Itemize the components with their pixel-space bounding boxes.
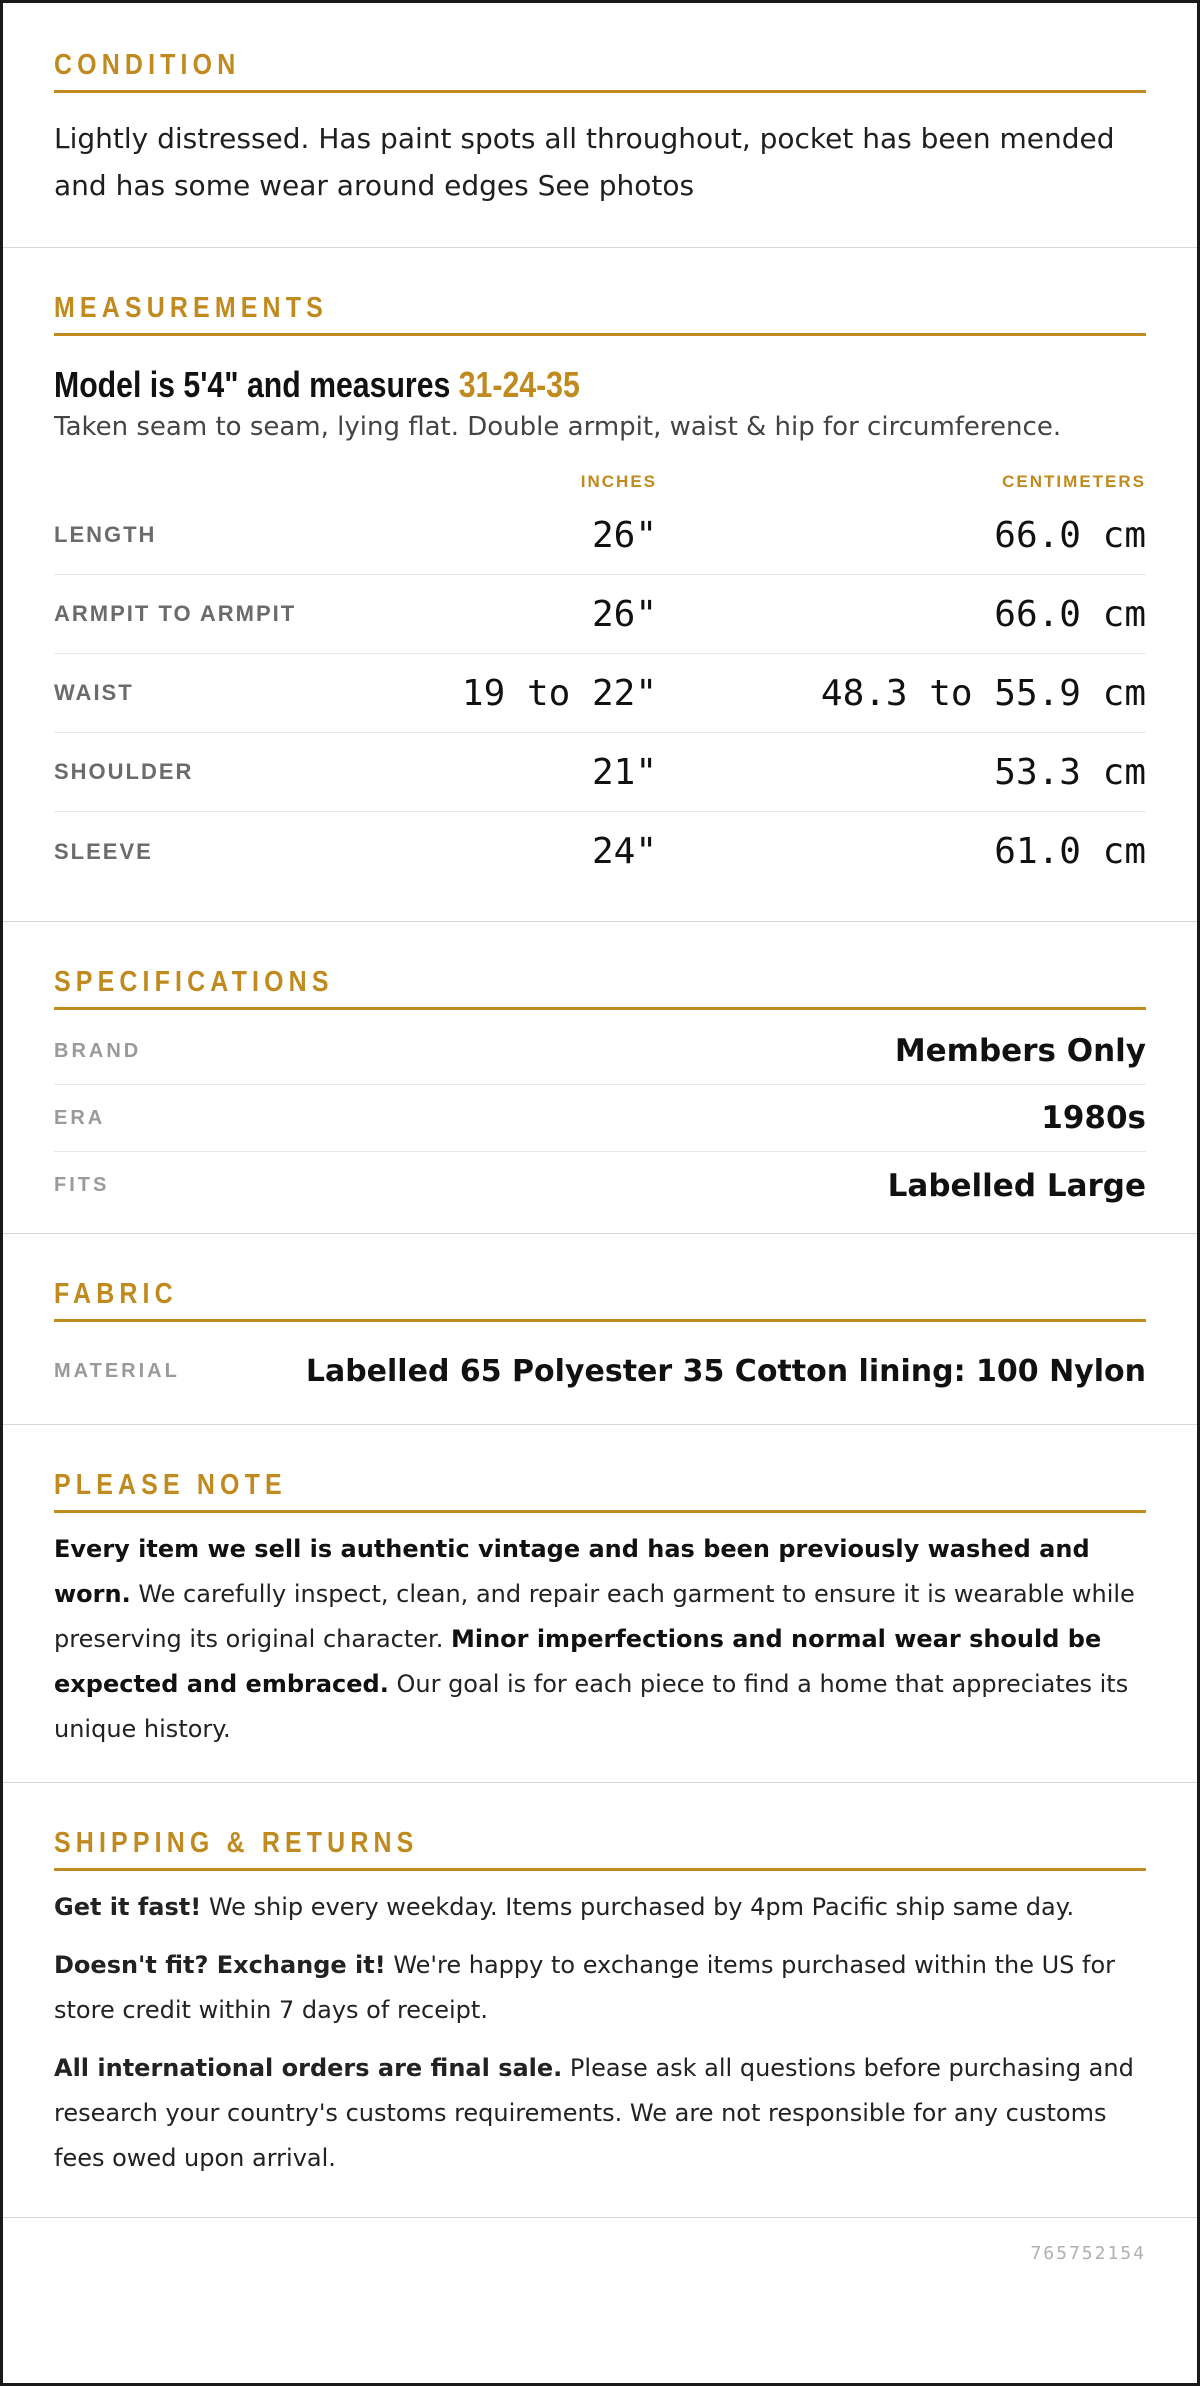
spec-row-era — [54, 1085, 1146, 1152]
measure-cm: 48.3 to 55.9 cm — [820, 672, 1146, 714]
note-bold-1: Every item we sell is authentic vintage and has been previously washed and worn. — [54, 1535, 1090, 1608]
fabric-section — [3, 1234, 1197, 1425]
measure-inches: 26" — [591, 593, 657, 635]
measure-inches: 21" — [591, 751, 657, 793]
condition-section — [3, 3, 1197, 248]
measure-label: WAIST — [54, 680, 134, 705]
spec-row-fits — [54, 1152, 1146, 1219]
shipping-text-2: We're happy to exchange items purchased within the US for store credit within 7 days of receipt. — [54, 1951, 1116, 2024]
shipping-paragraph-2 — [54, 1943, 1146, 2033]
measurements-header — [54, 292, 1146, 336]
measure-cm: 53.3 cm — [994, 751, 1146, 793]
measurements-section — [3, 248, 1197, 922]
fabric-label: MATERIAL — [54, 1359, 180, 1382]
shipping-text-3: Please ask all questions before purchasing and research your country's customs requirements. We are not responsible for any customs fees owed upon arrival. — [54, 2054, 1134, 2172]
condition-title: CONDITION — [54, 49, 241, 81]
shipping-header — [54, 1827, 1146, 1871]
measure-label: ARMPIT TO ARMPIT — [54, 601, 297, 626]
measure-inches: 24" — [591, 831, 657, 872]
shipping-text-1: We ship every weekday. Items purchased by 4pm Pacific ship same day. — [201, 1893, 1075, 1921]
please-note-text — [54, 1527, 1146, 1752]
specifications-title: SPECIFICATIONS — [54, 966, 334, 998]
spec-label: ERA — [54, 1106, 106, 1129]
measure-label: LENGTH — [54, 522, 157, 547]
measurements-table — [54, 468, 1146, 891]
measure-cm: 66.0 cm — [994, 514, 1146, 556]
spec-value: 1980s — [1041, 1100, 1146, 1136]
model-info — [54, 364, 1146, 406]
shipping-section — [3, 1783, 1197, 2218]
model-info-prefix: Model is 5'4" and measures — [54, 364, 459, 405]
fabric-header — [54, 1278, 1146, 1322]
measure-cm: 61.0 cm — [994, 831, 1146, 872]
note-bold-2: Minor imperfections and normal wear should be expected and embraced. — [54, 1625, 1102, 1698]
spec-label: FITS — [54, 1174, 110, 1196]
shipping-bold-3: All international orders are final sale. — [54, 2054, 563, 2082]
note-text-2: Our goal is for each piece to find a home that appreciates its unique history. — [54, 1670, 1129, 1743]
product-id: 765752154 — [1030, 2242, 1146, 2264]
spec-label: BRAND — [54, 1039, 142, 1062]
measurements-table-header — [54, 468, 1146, 496]
spec-value: Labelled Large — [887, 1167, 1146, 1204]
spec-value: Members Only — [894, 1033, 1146, 1069]
condition-text: Lightly distressed. Has paint spots all throughout, pocket has been mended and has some wear around edges See photos — [54, 122, 1115, 202]
please-note-title: PLEASE NOTE — [54, 1469, 287, 1501]
footer — [3, 2218, 1197, 2288]
condition-header — [54, 49, 1146, 93]
specifications-section — [3, 922, 1197, 1234]
measure-label: SLEEVE — [54, 838, 153, 864]
col-inches-header: INCHES — [580, 472, 657, 491]
please-note-header — [54, 1469, 1146, 1513]
col-cm-header: CENTIMETERS — [1002, 472, 1146, 491]
measure-cm: 66.0 cm — [994, 593, 1146, 635]
fabric-title: FABRIC — [54, 1278, 178, 1310]
measure-inches: 26" — [591, 514, 657, 556]
shipping-paragraph-3 — [54, 2046, 1146, 2181]
spec-row-brand — [54, 1018, 1146, 1085]
measure-label: SHOULDER — [54, 759, 194, 784]
specifications-header — [54, 966, 1146, 1010]
fabric-row-material — [54, 1332, 1146, 1410]
table-row — [54, 654, 1146, 733]
shipping-title: SHIPPING & RETURNS — [54, 1827, 419, 1859]
model-measure: 31-24-35 — [458, 364, 580, 405]
table-row — [54, 812, 1146, 891]
table-row — [54, 496, 1146, 575]
fabric-value: Labelled 65 Polyester 35 Cotton lining: 100 Nylon — [305, 1353, 1146, 1389]
measurements-title: MEASUREMENTS — [54, 292, 328, 324]
shipping-paragraph-1 — [54, 1885, 1146, 1930]
table-row — [54, 575, 1146, 654]
shipping-bold-1: Get it fast! — [54, 1893, 202, 1921]
shipping-bold-2: Doesn't fit? Exchange it! — [54, 1951, 386, 1979]
note-text-1: We carefully inspect, clean, and repair each garment to ensure it is wearable while preserving its original character. — [54, 1580, 1135, 1653]
measure-inches: 19 to 22" — [461, 672, 657, 714]
please-note-section — [3, 1425, 1197, 1783]
measurements-subtitle: Taken seam to seam, lying flat. Double armpit, waist & hip for circumference. — [54, 412, 1062, 442]
table-row — [54, 733, 1146, 812]
